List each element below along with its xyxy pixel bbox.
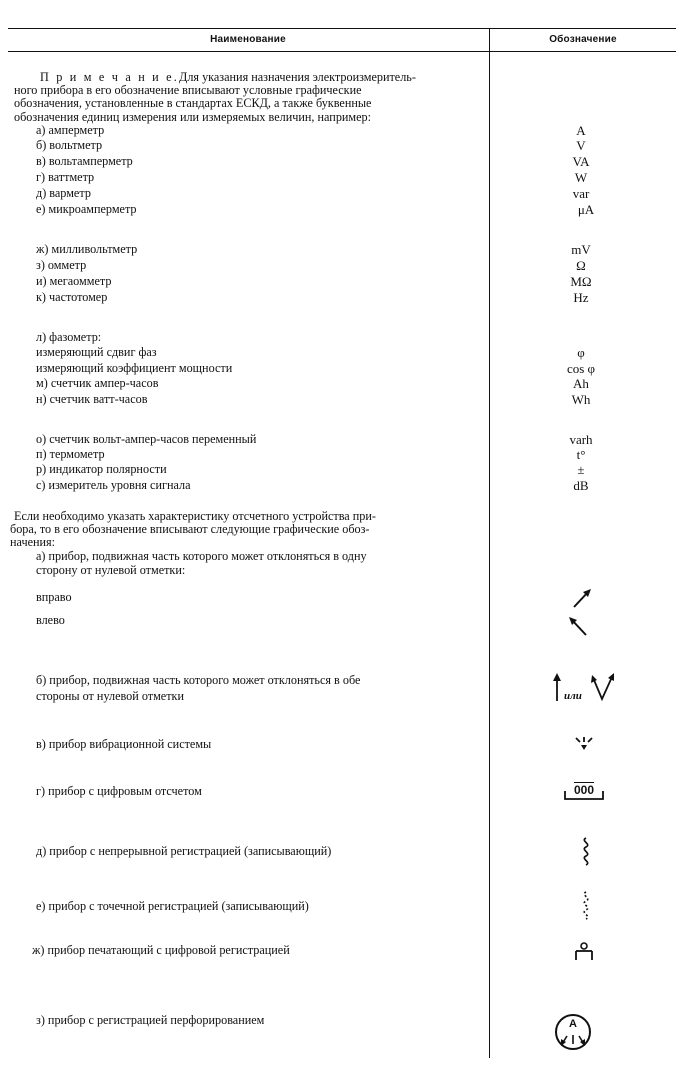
- column-header-symbol: Обозначение: [549, 34, 617, 45]
- unit-symbol: μA: [577, 202, 595, 217]
- reading-line-2: бора, то в его обозначение вписывают следующие графические обоз-: [10, 522, 370, 537]
- list-item: е) прибор с точечной регистрацией (записывающий): [36, 899, 309, 913]
- list-item: г) прибор с цифровым отсчетом: [36, 784, 202, 798]
- note-line-4: обозначения единиц измерения или измеряемых величин, например:: [14, 109, 372, 124]
- unit-symbol: var: [572, 186, 590, 201]
- unit-symbol: Ah: [573, 376, 589, 391]
- unit-symbol: dB: [573, 478, 589, 493]
- list-item: стороны от нулевой отметки: [36, 689, 184, 703]
- list-item: е) микроамперметр: [36, 202, 137, 216]
- unit-symbol: t°: [576, 447, 586, 462]
- note-line-1: Для указания назначения электроизмеритель-: [179, 70, 416, 84]
- perforation-letter: A: [569, 1018, 577, 1030]
- list-item: н) счетчик ватт-часов: [36, 392, 148, 406]
- list-item: з) омметр: [36, 258, 87, 272]
- list-item: б) вольтметр: [36, 138, 103, 152]
- list-item: ж) прибор печатающий с цифровой регистрацией: [32, 943, 290, 957]
- reading-line-1: Если необходимо указать характеристику отсчетного устройства при-: [14, 509, 376, 523]
- arrow-up-right-icon: [570, 586, 594, 610]
- list-item: и) мегаомметр: [36, 274, 112, 288]
- list-item: г) ваттметр: [36, 170, 95, 184]
- unit-symbol: Wh: [571, 392, 591, 407]
- list-item: м) счетчик ампер-часов: [36, 376, 159, 390]
- or-label: или: [564, 690, 582, 702]
- arrow-up-left-icon: [566, 614, 590, 638]
- unit-symbol: φ: [577, 345, 585, 360]
- list-item: б) прибор, подвижная часть которого может отклоняться в обе: [36, 673, 361, 687]
- note-lead: П р и м е ч а н и е.: [40, 70, 180, 84]
- perforation-icon: [553, 1012, 593, 1052]
- list-item: р) индикатор полярности: [36, 462, 167, 476]
- list-item: в) прибор вибрационной системы: [36, 737, 212, 751]
- digital-readout-digits: 000: [573, 783, 595, 797]
- unit-symbol: Hz: [573, 290, 589, 305]
- unit-symbol: mV: [571, 242, 591, 257]
- unit-symbol: varh: [569, 432, 593, 447]
- vibration-icon: [573, 736, 595, 752]
- list-item: сторону от нулевой отметки:: [36, 563, 186, 577]
- dot-recorder-icon: [578, 890, 594, 922]
- list-item: измеряющий сдвиг фаз: [36, 345, 157, 359]
- list-item: с) измеритель уровня сигнала: [36, 478, 191, 492]
- digital-readout-icon: [562, 779, 606, 803]
- list-item: а) амперметр: [36, 123, 105, 137]
- list-item: о) счетчик вольт-ампер-часов переменный: [36, 432, 257, 446]
- column-header-name: Наименование: [210, 34, 286, 45]
- list-item: л) фазометр:: [36, 330, 102, 344]
- column-divider: [489, 28, 490, 1058]
- list-item: вправо: [36, 590, 72, 604]
- note-paragraph: [14, 71, 484, 124]
- printing-icon: [573, 942, 595, 962]
- unit-symbol: A: [576, 123, 586, 138]
- list-item: ж) милливольтметр: [36, 242, 138, 256]
- unit-symbol: cos φ: [566, 361, 596, 376]
- header-rule: [8, 51, 676, 52]
- reading-line-3: начения:: [10, 535, 56, 550]
- note-line-2: ного прибора в его обозначение вписывают условные графические: [14, 83, 362, 98]
- unit-symbol: VA: [572, 154, 590, 169]
- top-rule: [8, 28, 676, 29]
- list-item: д) варметр: [36, 186, 91, 200]
- list-item: измеряющий коэффициент мощности: [36, 361, 233, 375]
- reading-paragraph: [10, 510, 486, 550]
- list-item: в) вольтамперметр: [36, 154, 133, 168]
- unit-symbol: MΩ: [570, 274, 592, 289]
- list-item: з) прибор с регистрацией перфорированием: [36, 1013, 265, 1027]
- continuous-recorder-icon: [578, 836, 594, 868]
- list-item: а) прибор, подвижная часть которого может отклоняться в одну: [36, 549, 367, 563]
- list-item: к) частотомер: [36, 290, 108, 304]
- bidirectional-arrows-icon: [552, 672, 618, 704]
- list-item: п) термометр: [36, 447, 105, 461]
- list-item: влево: [36, 613, 65, 627]
- note-line-3: обозначения, установленные в стандартах ЕСКД, а также буквенные: [14, 96, 372, 111]
- unit-symbol: ±: [577, 462, 585, 477]
- unit-symbol: V: [576, 138, 586, 153]
- list-item: д) прибор с непрерывной регистрацией (записывающий): [36, 844, 332, 858]
- unit-symbol: Ω: [576, 258, 586, 273]
- unit-symbol: W: [574, 170, 588, 185]
